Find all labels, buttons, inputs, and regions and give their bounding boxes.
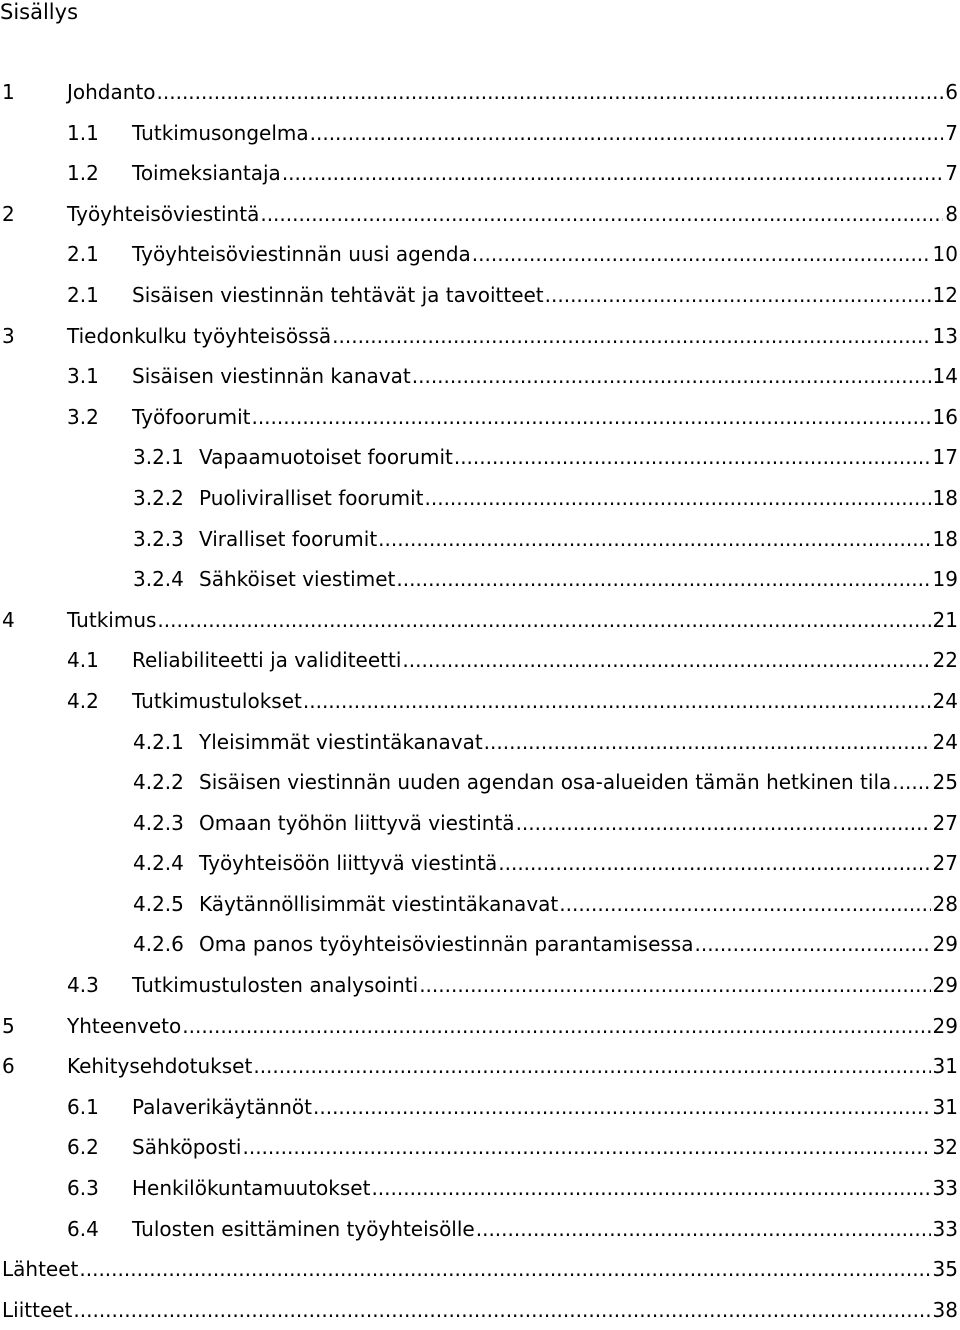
- toc-entry-page-number: 17: [932, 445, 958, 470]
- toc-entry-page-number: 18: [932, 526, 958, 551]
- toc-entry[interactable]: [0, 72, 958, 113]
- toc-entry-title: Tiedonkulku työyhteisössä: [67, 323, 332, 348]
- toc-entry-line: [199, 884, 958, 925]
- toc-entry-title: Vapaamuotoiset foorumit: [199, 445, 453, 470]
- toc-entry-number: 4.2: [67, 688, 99, 713]
- toc-entry-title: Oma panos työyhteisöviestinnän parantamisessa: [199, 932, 694, 957]
- toc-entry-title: Työyhteisöön liittyvä viestintä: [199, 851, 498, 876]
- toc-entry-page-number: 18: [932, 485, 958, 510]
- toc-entry-line: [132, 397, 958, 438]
- toc-entry[interactable]: [0, 965, 958, 1006]
- dot-leader: [476, 1209, 931, 1250]
- toc-entry-line: [2, 1249, 958, 1290]
- toc-entry-number: 3.2.2: [133, 485, 184, 510]
- dot-leader: [79, 1249, 930, 1290]
- toc-entry-line: [199, 559, 958, 600]
- toc-entry-number: 1: [2, 80, 15, 104]
- toc-entry-line: [199, 803, 958, 844]
- toc-entry-page-number: 14: [932, 364, 958, 389]
- toc-entry-title: Tutkimus: [67, 607, 157, 632]
- toc-entry-number: 3.2: [67, 404, 99, 429]
- dot-leader: [472, 234, 931, 275]
- toc-entry-number: 3.2.1: [133, 445, 184, 470]
- toc-entry-line: [132, 275, 958, 316]
- toc-entry-line: [132, 965, 958, 1006]
- toc-entry[interactable]: [0, 722, 958, 763]
- toc-entry[interactable]: [0, 194, 958, 235]
- toc-entry-page-number: 7: [945, 161, 958, 186]
- toc-entry-number: 2.1: [67, 242, 99, 267]
- toc-entry-page-number: 6: [945, 80, 958, 104]
- dot-leader: [332, 316, 930, 357]
- dot-leader: [251, 397, 930, 438]
- toc-entry-line: [67, 72, 958, 113]
- dot-leader: [694, 924, 930, 965]
- toc-entry-number: 5: [2, 1013, 15, 1038]
- toc-entry-title: Sähköposti: [132, 1135, 242, 1160]
- toc-entry-line: [132, 234, 958, 275]
- toc-entry[interactable]: [0, 1168, 958, 1209]
- dot-leader: [378, 519, 930, 560]
- toc-entry[interactable]: [0, 640, 958, 681]
- dot-leader: [559, 884, 930, 925]
- dot-leader: [545, 275, 931, 316]
- dot-leader: [498, 843, 930, 884]
- toc-entry-page-number: 35: [932, 1257, 958, 1282]
- toc-entry-page-number: 29: [932, 932, 958, 957]
- toc-entry-title: Omaan työhön liittyvä viestintä: [199, 810, 515, 835]
- toc-entry-page-number: 32: [932, 1135, 958, 1160]
- toc-entry-line: [2, 1290, 958, 1330]
- toc-entry-title: Henkilökuntamuutokset: [132, 1176, 371, 1201]
- toc-entry[interactable]: [0, 803, 958, 844]
- toc-entry-title: Lähteet: [2, 1257, 79, 1282]
- toc-entry-number: 4.3: [67, 973, 99, 998]
- toc-entry-number: 3.2.3: [133, 526, 184, 551]
- toc-entry-number: 1.1: [67, 120, 99, 145]
- toc-entry-page-number: 31: [932, 1094, 958, 1119]
- toc-entry-number: 4.2.3: [133, 810, 184, 835]
- toc-entry[interactable]: [0, 762, 958, 803]
- toc-entry-title: Työyhteisöviestinnän uusi agenda: [132, 242, 471, 267]
- toc-entry[interactable]: [0, 113, 958, 154]
- toc-entry-page-number: 29: [932, 1013, 958, 1038]
- dot-leader: [73, 1290, 930, 1330]
- toc-entry-title: Yhteenveto: [67, 1013, 182, 1038]
- dot-leader: [242, 1127, 930, 1168]
- toc-entry-title: Johdanto: [67, 80, 156, 104]
- toc-entry-title: Käytännöllisimmät viestintäkanavat: [199, 891, 559, 916]
- toc-entry[interactable]: [0, 1249, 958, 1290]
- toc-entry-number: 4: [2, 607, 15, 632]
- toc-entry-page-number: 12: [932, 282, 958, 307]
- toc-entry[interactable]: [0, 559, 958, 600]
- toc-entry[interactable]: [0, 478, 958, 519]
- toc-entry-page-number: 27: [932, 810, 958, 835]
- toc-entry-line: [67, 600, 958, 641]
- toc-entry-number: 3.2.4: [133, 567, 184, 592]
- dot-leader: [157, 72, 944, 113]
- toc-entry-title: Toimeksiantaja: [132, 161, 281, 186]
- toc-entry-page-number: 24: [932, 688, 958, 713]
- toc-entry-number: 3: [2, 323, 15, 348]
- toc-entry-line: [132, 153, 958, 194]
- toc-entry-page-number: 19: [932, 567, 958, 592]
- dot-leader: [419, 965, 930, 1006]
- toc-entry[interactable]: [0, 397, 958, 438]
- toc-entry[interactable]: [0, 1087, 958, 1128]
- toc-entry-line: [199, 519, 958, 560]
- toc-entry-title: Kehitysehdotukset: [67, 1054, 253, 1079]
- toc-entry-number: 6.2: [67, 1135, 99, 1160]
- toc-entry-line: [199, 924, 958, 965]
- toc-entry-page-number: 33: [932, 1216, 958, 1241]
- toc-entry-number: 4.2.5: [133, 891, 184, 916]
- toc-entry[interactable]: [0, 681, 958, 722]
- toc-entry-number: 6.4: [67, 1216, 99, 1241]
- toc-entry-title: Reliabiliteetti ja validiteetti: [132, 648, 402, 673]
- toc-entry-page-number: 27: [932, 851, 958, 876]
- toc-entry-page-number: 22: [932, 648, 958, 673]
- toc-entry-number: 4.2.4: [133, 851, 184, 876]
- toc-entry-line: [67, 316, 958, 357]
- toc-entry-line: [132, 1127, 958, 1168]
- toc-entry-number: 4.1: [67, 648, 99, 673]
- toc-entry-line: [67, 1006, 958, 1047]
- toc-entry-line: [132, 640, 958, 681]
- dot-leader: [313, 1087, 931, 1128]
- dot-leader: [260, 194, 943, 235]
- toc-entry-number: 4.2.2: [133, 770, 184, 795]
- toc-entry[interactable]: [0, 316, 958, 357]
- toc-entry-number: 6.1: [67, 1094, 99, 1119]
- toc-entry-line: [199, 762, 958, 803]
- toc-entry-line: [132, 1209, 958, 1250]
- toc-entry-title: Sisäisen viestinnän tehtävät ja tavoitteet: [132, 282, 544, 307]
- toc-entry-page-number: 7: [945, 120, 958, 145]
- toc-entry-line: [199, 722, 958, 763]
- dot-leader: [157, 600, 930, 641]
- toc-entry-title: Viralliset foorumit: [199, 526, 378, 551]
- toc-entry-title: Yleisimmät viestintäkanavat: [199, 729, 483, 754]
- toc-entry-line: [132, 1087, 958, 1128]
- dot-leader: [182, 1006, 930, 1047]
- dot-leader: [412, 356, 931, 397]
- toc-entry-line: [132, 1168, 958, 1209]
- toc-entry-title: Puoliviralliset foorumit: [199, 485, 424, 510]
- toc-entry-number: 4.2.1: [133, 729, 184, 754]
- dot-leader: [402, 640, 930, 681]
- toc-entry[interactable]: [0, 275, 958, 316]
- toc-entry-line: [132, 681, 958, 722]
- toc-entry-title: Työfoorumit: [132, 404, 251, 429]
- toc-entry[interactable]: [0, 1127, 958, 1168]
- dot-leader: [282, 153, 943, 194]
- toc-entry-page-number: 13: [932, 323, 958, 348]
- dot-leader: [516, 803, 931, 844]
- dot-leader: [425, 478, 931, 519]
- toc-entry[interactable]: [0, 924, 958, 965]
- toc-entry[interactable]: [0, 1006, 958, 1047]
- toc-entry-title: Tutkimustulosten analysointi: [132, 973, 419, 998]
- dot-leader: [371, 1168, 930, 1209]
- dot-leader: [892, 762, 930, 803]
- toc-entry[interactable]: [0, 234, 958, 275]
- toc-entry-line: [67, 1046, 958, 1087]
- toc-entry-title: Sisäisen viestinnän kanavat: [132, 364, 411, 389]
- toc-entry-title: Liitteet: [2, 1297, 73, 1322]
- toc-entry-page-number: 33: [932, 1176, 958, 1201]
- table-of-contents: [0, 72, 958, 1330]
- toc-entry-title: Työyhteisöviestintä: [67, 201, 260, 226]
- toc-entry-line: [199, 478, 958, 519]
- dot-leader: [396, 559, 930, 600]
- toc-entry-line: [199, 843, 958, 884]
- toc-entry-page-number: 21: [932, 607, 958, 632]
- toc-entry-number: 1.2: [67, 161, 99, 186]
- toc-entry-page-number: 31: [932, 1054, 958, 1079]
- toc-entry[interactable]: [0, 1290, 958, 1330]
- toc-entry-page-number: 25: [932, 770, 958, 795]
- toc-entry-number: 4.2.6: [133, 932, 184, 957]
- toc-entry-number: 6.3: [67, 1176, 99, 1201]
- toc-entry-number: 2: [2, 201, 15, 226]
- toc-entry-title: Tutkimusongelma: [132, 120, 309, 145]
- toc-entry-page-number: 28: [932, 891, 958, 916]
- toc-entry-page-number: 24: [932, 729, 958, 754]
- toc-entry-line: [132, 113, 958, 154]
- dot-leader: [484, 722, 931, 763]
- page-title: Sisällys: [0, 0, 79, 24]
- toc-entry-title: Sähköiset viestimet: [199, 567, 396, 592]
- toc-entry-title: Palaverikäytännöt: [132, 1094, 312, 1119]
- toc-entry-title: Tulosten esittäminen työyhteisölle: [132, 1216, 475, 1241]
- toc-entry-line: [199, 437, 958, 478]
- toc-entry-number: 6: [2, 1054, 15, 1079]
- toc-entry[interactable]: [0, 600, 958, 641]
- toc-entry-title: Sisäisen viestinnän uuden agendan osa-alueiden tämän hetkinen tila: [199, 770, 892, 795]
- toc-entry[interactable]: [0, 519, 958, 560]
- dot-leader: [303, 681, 931, 722]
- toc-entry-page-number: 29: [932, 973, 958, 998]
- toc-entry[interactable]: [0, 884, 958, 925]
- toc-entry-page-number: 10: [932, 242, 958, 267]
- toc-entry-page-number: 8: [945, 201, 958, 226]
- toc-entry-line: [67, 194, 958, 235]
- toc-entry-number: 2.1: [67, 282, 99, 307]
- dot-leader: [454, 437, 931, 478]
- toc-entry-number: 3.1: [67, 364, 99, 389]
- toc-entry[interactable]: [0, 843, 958, 884]
- toc-entry[interactable]: [0, 437, 958, 478]
- toc-entry[interactable]: [0, 153, 958, 194]
- toc-entry[interactable]: [0, 1046, 958, 1087]
- dot-leader: [253, 1046, 930, 1087]
- toc-entry[interactable]: [0, 356, 958, 397]
- toc-entry-page-number: 16: [932, 404, 958, 429]
- toc-entry[interactable]: [0, 1209, 958, 1250]
- dot-leader: [310, 113, 944, 154]
- toc-entry-title: Tutkimustulokset: [132, 688, 302, 713]
- toc-entry-line: [132, 356, 958, 397]
- toc-entry-page-number: 38: [932, 1297, 958, 1322]
